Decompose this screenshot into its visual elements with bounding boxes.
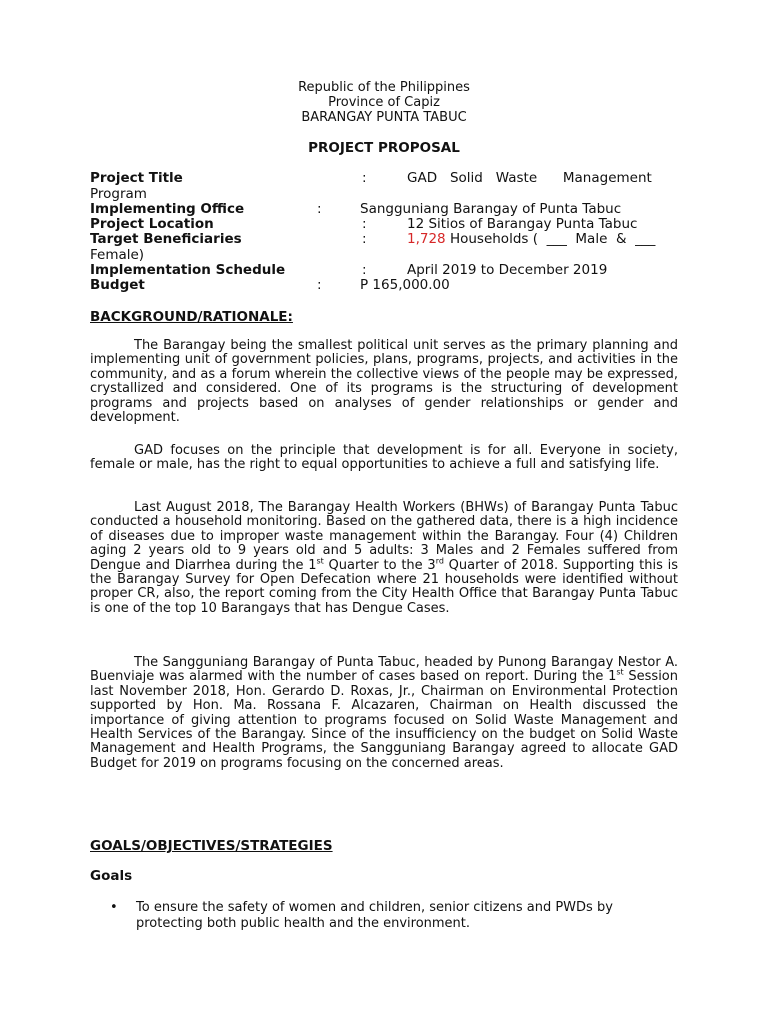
colon: :: [362, 231, 367, 247]
background-paragraph-3: Last August 2018, The Barangay Health Workers (BHWs) of Barangay Punta Tabuc conducted a household monitoring. Based on the gathered data, there is a high incidence of diseases due to improper waste management within the Barangay. Four (4) Children aging 2 years old to 9 years old and 5 adults: 3 Males and 2 Females suffered from Dengue and Diarrhea during the 1st Quarter to the 3rd Quarter of 2018. Supporting this is the Barangay Survey for Open Defecation where 21 households were identified without proper CR, also, the report coming from the City Health Office that Barangay Punta Tabuc is one of the top 10 Barangays that has Dengue Cases.: [90, 500, 678, 616]
header-republic: Republic of the Philippines: [298, 80, 470, 95]
target-beneficiaries-continuation: Female): [90, 247, 145, 263]
goals-subheading: Goals: [90, 868, 133, 884]
colon: :: [317, 277, 322, 293]
colon: :: [362, 216, 367, 232]
background-paragraph-4: The Sangguniang Barangay of Punta Tabuc, headed by Punong Barangay Nestor A. Buenviaje was alarmed with the number of cases based on report. During the 1st Session last November 2018, Hon. Gerardo D. Roxas, Jr., Chairman on Environmental Protection supported by Hon. Ma. Rossana F. Alcazaren, Chairman on Health discussed the importance of giving attention to programs focused on Solid Waste Management and Health Services of the Barangay. Since of the insufficiency on the budget on Solid Waste Management and Health Programs, the Sangguniang Barangay agreed to allocate GAD Budget for 2019 on programs focusing on the concerned areas.: [90, 655, 679, 771]
project-location-label: Project Location: [90, 216, 214, 232]
document-title: PROJECT PROPOSAL: [308, 140, 460, 156]
implementing-office-label: Implementing Office: [90, 201, 245, 217]
target-beneficiaries-label: Target Beneficiaries: [90, 231, 242, 247]
project-title-continuation: Program: [90, 186, 147, 202]
implementing-office-value: Sangguniang Barangay of Punta Tabuc: [360, 201, 622, 217]
header-province: Province of Capiz: [328, 95, 440, 110]
household-count: 1,728: [407, 231, 446, 247]
background-heading: BACKGROUND/RATIONALE:: [90, 309, 293, 325]
header-barangay: BARANGAY PUNTA TABUC: [301, 110, 467, 125]
budget-value: P 165,000.00: [360, 277, 450, 293]
households-text: Households ( ___ Male & ___: [445, 231, 656, 247]
goal-bullet-text: To ensure the safety of women and children, senior citizens and PWDs by protecting both public health and the environment.: [136, 900, 613, 931]
background-paragraph-1: The Barangay being the smallest political unit serves as the primary planning and implementing unit of government policies, plans, programs, projects, and activities in the community, and as a forum wherein the collective views of the people may be expressed, crystallized and considered. One of its programs is the structuring of development programs and projects based on analyses of gender relationships or gender and development.: [90, 338, 678, 426]
background-paragraph-2: GAD focuses on the principle that development is for all. Everyone in society, female or male, has the right to equal opportunities to achieve a full and satisfying life.: [90, 443, 678, 473]
implementation-schedule-value: April 2019 to December 2019: [407, 262, 608, 278]
budget-label: Budget: [90, 277, 145, 293]
goals-objectives-heading: GOALS/OBJECTIVES/STRATEGIES: [90, 838, 333, 854]
colon: :: [362, 262, 367, 278]
project-location-value: 12 Sitios of Barangay Punta Tabuc: [407, 216, 638, 232]
colon: :: [362, 170, 367, 186]
implementation-schedule-label: Implementation Schedule: [90, 262, 286, 278]
bullet-icon: •: [110, 900, 118, 915]
project-title-value: GAD Solid Waste Management: [407, 170, 652, 186]
colon: :: [317, 201, 322, 217]
project-title-label: Project Title: [90, 170, 183, 186]
target-beneficiaries-value: [407, 232, 655, 247]
